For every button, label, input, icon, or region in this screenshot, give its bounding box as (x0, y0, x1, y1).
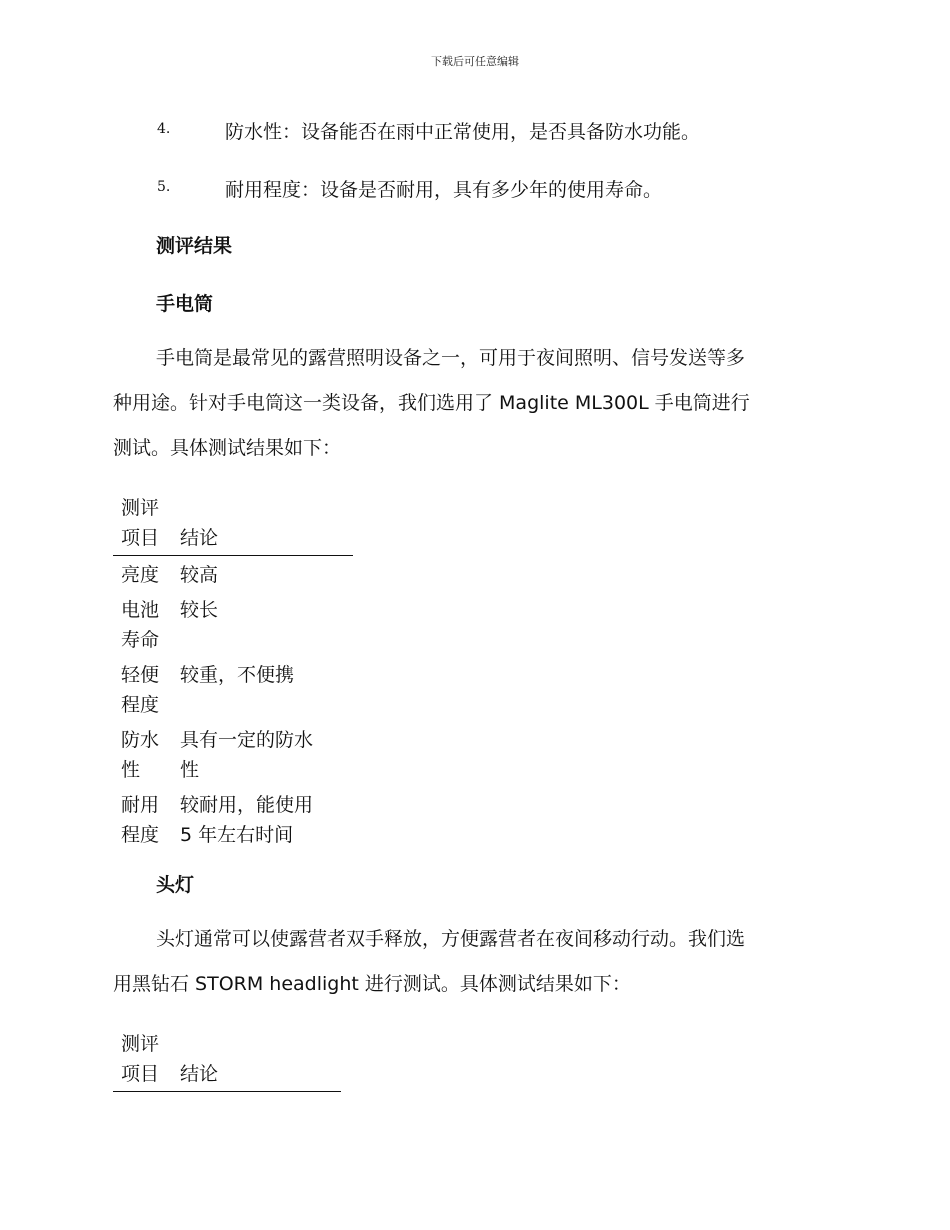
table-cell: 防水 性 (121, 729, 160, 781)
table-row (113, 660, 353, 720)
table-row (113, 790, 353, 850)
para-line: 用黑钻石 STORM headlight 进行测试。具体测试结果如下： (113, 973, 631, 995)
flashlight-heading: 手电筒 (156, 293, 214, 315)
table-header-cell: 结论 (180, 1063, 219, 1085)
table-cell: 较重，不便携 (180, 664, 295, 686)
para-line: 测试。具体测试结果如下： (113, 437, 342, 459)
headlamp-paragraph (113, 917, 843, 1007)
flashlight-table (113, 493, 353, 850)
table-cell: 亮度 (121, 564, 160, 586)
section-heading: 测评结果 (156, 235, 233, 257)
page-header: 下载后可任意编辑 (431, 55, 519, 68)
table-cell: 轻便 程度 (121, 664, 160, 716)
table-cell: 较长 (180, 599, 219, 621)
table-header-cell: 结论 (180, 527, 219, 549)
table-row (113, 725, 353, 785)
list-number: 5. (157, 179, 171, 195)
table-header-cell: 测评 项目 (121, 497, 160, 549)
flashlight-paragraph (113, 336, 843, 471)
table-header-row (113, 493, 353, 556)
table-header-row (113, 1029, 341, 1092)
table-cell: 具有一定的防水 性 (180, 729, 314, 781)
list-item: 耐用程度：设备是否耐用，具有多少年的使用寿命。 (225, 179, 663, 201)
para-line: 手电筒是最常见的露营照明设备之一，可用于夜间照明、信号发送等多 (156, 347, 746, 369)
headlamp-table (113, 1029, 341, 1092)
para-line: 头灯通常可以使露营者双手释放，方便露营者在夜间移动行动。我们选 (156, 928, 746, 950)
para-line: 种用途。针对手电筒这一类设备，我们选用了 Maglite ML300L 手电筒进行 (113, 392, 750, 414)
table-header-cell: 测评 项目 (121, 1033, 160, 1085)
table-cell: 较高 (180, 564, 219, 586)
list-item: 防水性：设备能否在雨中正常使用，是否具备防水功能。 (225, 121, 701, 143)
table-cell: 较耐用，能使用 5 年左右时间 (180, 794, 314, 846)
list-number: 4. (157, 121, 171, 137)
table-cell: 电池 寿命 (121, 599, 160, 651)
table-row (113, 560, 353, 590)
table-row (113, 595, 353, 655)
headlamp-heading: 头灯 (156, 874, 195, 896)
table-cell: 耐用 程度 (121, 794, 160, 846)
